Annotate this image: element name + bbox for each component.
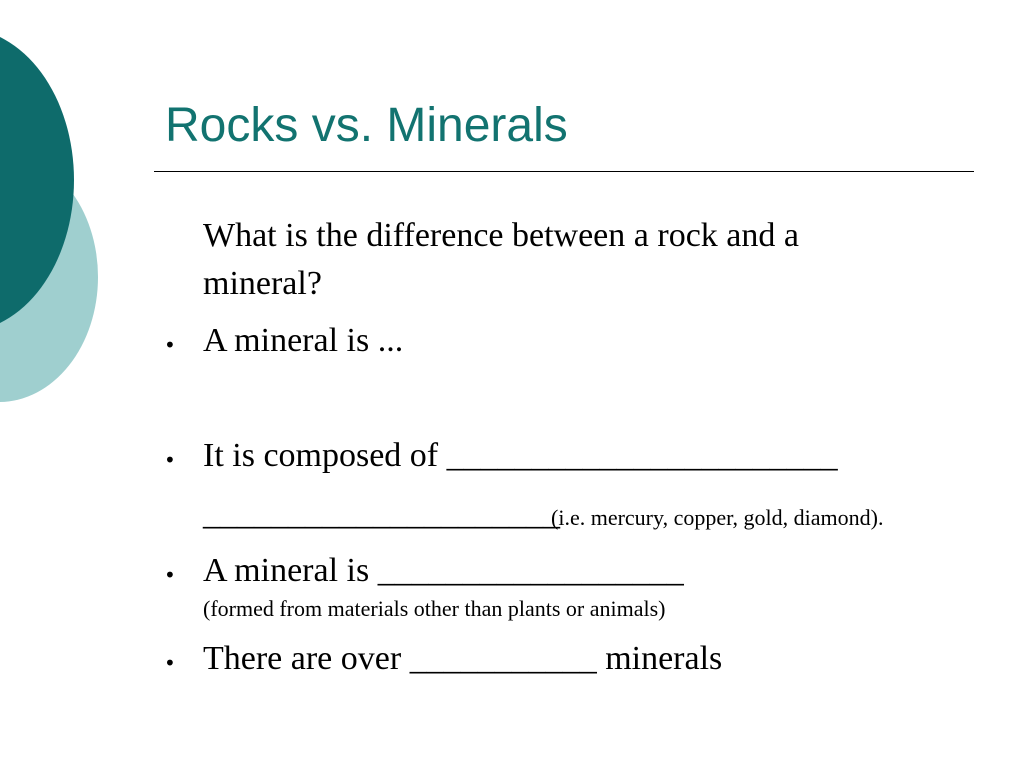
intro-question-line-2: mineral? bbox=[203, 265, 322, 302]
mineral-definition-note: (formed from materials other than plants or animals) bbox=[203, 596, 666, 621]
slide-title: Rocks vs. Minerals bbox=[165, 99, 568, 152]
bullet-mineral-is: A mineral is ... bbox=[203, 322, 404, 359]
bullet-marker: • bbox=[164, 563, 176, 587]
intro-question-line-1: What is the difference between a rock and a bbox=[203, 217, 799, 254]
bullet-marker: • bbox=[164, 651, 176, 675]
bullet-there-are-over: There are over ___________ minerals bbox=[203, 640, 723, 677]
bullet-composed-of: It is composed of _______________________ bbox=[203, 437, 838, 474]
bullet-marker: • bbox=[164, 448, 176, 472]
bullet-mineral-is-blank: A mineral is __________________ bbox=[203, 552, 684, 589]
composed-of-blank-line: _____________________ bbox=[203, 495, 560, 532]
composed-of-examples: (i.e. mercury, copper, gold, diamond). bbox=[551, 505, 884, 530]
bullet-marker: • bbox=[164, 333, 176, 357]
title-divider bbox=[154, 171, 974, 172]
